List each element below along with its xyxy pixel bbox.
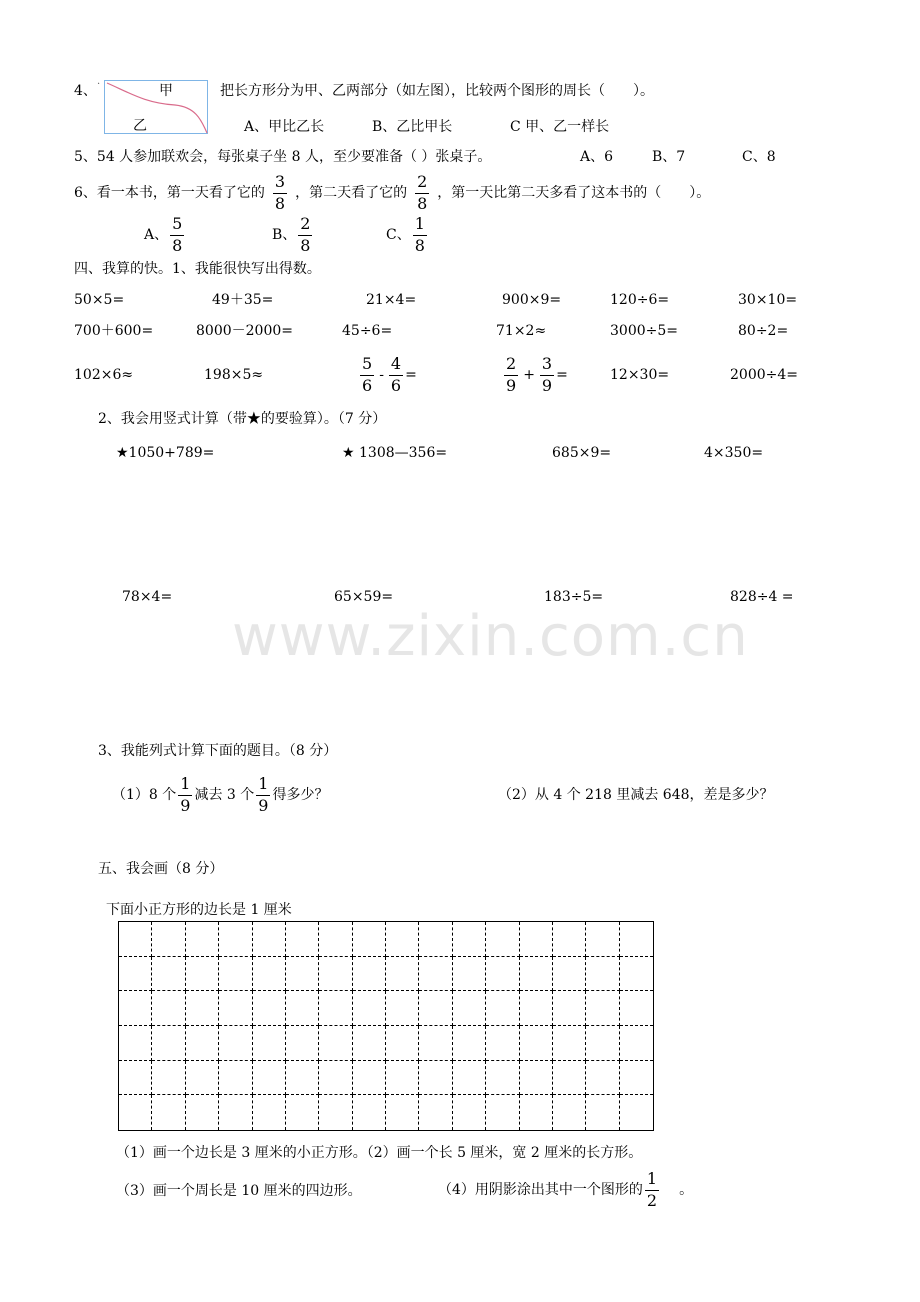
fraction-option-c — [413, 213, 427, 255]
grid-cell[interactable] — [286, 991, 319, 1026]
grid-intro: 下面小正方形的边长是 1 厘米 — [106, 902, 292, 918]
mental-math-item: 198×5≈ — [204, 367, 264, 383]
fraction-denominator: 9 — [506, 375, 517, 395]
grid-cell[interactable] — [620, 1095, 653, 1130]
grid-cell[interactable] — [186, 1026, 219, 1061]
drawing-task-3: （3）画一个周长是 10 厘米的四边形。 — [116, 1183, 362, 1199]
option-label: A、 — [144, 227, 169, 243]
watermark: www.zixin.com.cn — [232, 604, 749, 669]
mental-math-item: 12×30= — [610, 367, 670, 383]
q6-suffix: ，第一天比第二天多看了这本书的（ ）。 — [437, 185, 711, 201]
task-text: （4）用阴影涂出其中一个图形的 — [438, 1182, 643, 1198]
fraction-numerator: 3 — [273, 174, 287, 194]
q5-option-c: C、8 — [742, 149, 776, 165]
grid-cell[interactable] — [553, 1095, 586, 1130]
mental-math-item: 21×4= — [366, 292, 417, 308]
q6-option-c — [386, 214, 429, 256]
word-problem-2: （2）从 4 个 218 里减去 648，差是多少？ — [498, 787, 774, 803]
mental-math-item: 80÷2= — [738, 323, 789, 339]
grid-cell[interactable] — [319, 1026, 352, 1061]
grid-cell[interactable] — [353, 957, 386, 992]
mental-math-item: 2000÷4= — [730, 367, 798, 383]
grid-cell[interactable] — [419, 922, 452, 957]
rectangle-figure — [104, 80, 208, 134]
grid-cell[interactable] — [620, 957, 653, 992]
grid-cell[interactable] — [520, 957, 553, 992]
grid-cell[interactable] — [486, 1061, 519, 1096]
mental-math-item: 50×5= — [74, 292, 125, 308]
vertical-calc-item: ★ 1308—356= — [342, 445, 448, 461]
grid-cell[interactable] — [486, 922, 519, 957]
grid-cell[interactable] — [253, 1095, 286, 1130]
vertical-calc-title: 2、我会用竖式计算（带★的要验算）。（7 分） — [98, 411, 387, 427]
fraction-one-half — [645, 1168, 659, 1210]
grid-cell[interactable] — [386, 957, 419, 992]
vertical-calc-item: ★1050+789= — [116, 445, 215, 461]
grid-cell[interactable] — [119, 991, 152, 1026]
option-label: B、 — [272, 227, 297, 243]
q4-option-a: A、甲比乙长 — [244, 119, 325, 135]
grid-cell[interactable] — [253, 1061, 286, 1096]
vertical-calc-item: 65×59= — [334, 589, 394, 605]
grid-cell[interactable] — [353, 1061, 386, 1096]
grid-cell[interactable] — [119, 1061, 152, 1096]
grid-cell[interactable] — [319, 991, 352, 1026]
mental-math-item: 45÷6= — [342, 323, 393, 339]
mental-math-item: 900×9= — [502, 292, 562, 308]
vertical-calc-item: 183÷5= — [544, 589, 604, 605]
grid-cell[interactable] — [319, 1095, 352, 1130]
problem-text: 得多少？ — [272, 787, 329, 803]
grid-cell[interactable] — [419, 1061, 452, 1096]
grid-cell[interactable] — [620, 991, 653, 1026]
fraction-option-a — [170, 213, 184, 255]
q6-option-a — [144, 214, 186, 256]
q6-question — [74, 170, 710, 216]
grid-cell[interactable] — [419, 991, 452, 1026]
grid-cell[interactable] — [119, 922, 152, 957]
grid-cell[interactable] — [152, 957, 185, 992]
grid-cell[interactable] — [553, 1061, 586, 1096]
vertical-calc-item: 78×4= — [122, 589, 173, 605]
fraction — [540, 353, 554, 395]
grid-cell[interactable] — [520, 922, 553, 957]
grid-cell[interactable] — [286, 1026, 319, 1061]
grid-cell[interactable] — [219, 922, 252, 957]
word-problem-1 — [112, 772, 328, 818]
fraction-denominator: 8 — [417, 193, 428, 213]
q4-number: 4、 — [74, 83, 97, 99]
grid-cell[interactable] — [152, 922, 185, 957]
section-5-title: 五、我会画（8 分） — [98, 861, 224, 877]
fraction-3-8 — [273, 171, 287, 213]
grid-cell[interactable] — [520, 1061, 553, 1096]
mental-math-item: 3000÷5= — [610, 323, 678, 339]
grid-cell[interactable] — [319, 922, 352, 957]
grid-cell[interactable] — [253, 922, 286, 957]
q4-dot: · — [97, 79, 101, 90]
figure-label-jia: 甲 — [159, 83, 173, 99]
fraction-subtraction — [358, 352, 417, 398]
fraction-numerator: 1 — [256, 776, 270, 796]
grid-cell[interactable] — [453, 1095, 486, 1130]
drawing-grid[interactable] — [118, 921, 654, 1131]
drawing-task-1-2: （1）画一个边长是 3 厘米的小正方形。（2）画一个长 5 厘米，宽 2 厘米的长方形。 — [116, 1145, 643, 1161]
grid-cell[interactable] — [453, 1061, 486, 1096]
grid-cell[interactable] — [219, 1095, 252, 1130]
vertical-calc-item: 4×350= — [704, 445, 764, 461]
fraction-denominator: 6 — [390, 375, 402, 395]
fraction-2-8 — [415, 171, 429, 213]
fraction — [256, 773, 270, 815]
grid-cell[interactable] — [353, 1026, 386, 1061]
task-end: 。 — [679, 1182, 694, 1198]
fraction-denominator: 8 — [172, 235, 183, 255]
fraction-numerator: 2 — [298, 216, 312, 236]
fraction-denominator: 8 — [274, 193, 286, 213]
q4-option-c: C 甲、乙一样长 — [510, 119, 610, 135]
grid-cell[interactable] — [486, 957, 519, 992]
grid-cell[interactable] — [386, 922, 419, 957]
grid-cell[interactable] — [620, 1061, 653, 1096]
fraction-numerator: 1 — [413, 216, 427, 236]
grid-cell[interactable] — [553, 922, 586, 957]
grid-cell[interactable] — [286, 922, 319, 957]
fraction-numerator: 5 — [170, 216, 184, 236]
fraction-denominator: 8 — [414, 235, 425, 255]
fraction-option-b — [298, 213, 312, 255]
fraction — [178, 773, 192, 815]
grid-cell[interactable] — [419, 1026, 452, 1061]
grid-cell[interactable] — [152, 1061, 185, 1096]
equals: = — [405, 367, 417, 383]
grid-cell[interactable] — [620, 1026, 653, 1061]
grid-cell[interactable] — [219, 1026, 252, 1061]
vertical-calc-item: 685×9= — [552, 445, 612, 461]
mental-math-item: 700＋600= — [74, 323, 154, 339]
grid-cell[interactable] — [253, 991, 286, 1026]
q6-option-b — [272, 214, 314, 256]
fraction — [389, 353, 403, 395]
fraction — [504, 353, 518, 395]
option-label: C、 — [386, 227, 411, 243]
fraction-numerator: 2 — [504, 356, 518, 376]
q5-option-b: B、7 — [652, 149, 686, 165]
grid-cell[interactable] — [152, 991, 185, 1026]
grid-cell[interactable] — [553, 1026, 586, 1061]
fraction-numerator: 1 — [178, 776, 192, 796]
operator: - — [379, 367, 384, 383]
grid-cell[interactable] — [520, 1095, 553, 1130]
grid-cell[interactable] — [186, 991, 219, 1026]
grid-cell[interactable] — [386, 1026, 419, 1061]
grid-cell[interactable] — [353, 1095, 386, 1130]
grid-cell[interactable] — [253, 1026, 286, 1061]
curve-divider — [105, 81, 209, 135]
fraction-denominator: 9 — [541, 375, 553, 395]
grid-cell[interactable] — [553, 957, 586, 992]
grid-cell[interactable] — [286, 1061, 319, 1096]
grid-cell[interactable] — [586, 957, 619, 992]
mental-math-item: 120÷6= — [610, 292, 670, 308]
problem-text: 减去 3 个 — [194, 787, 255, 803]
q6-prefix: 6、看一本书，第一天看了它的 — [74, 185, 265, 201]
vertical-calc-item: 828÷4 = — [730, 589, 794, 605]
fraction-denominator: 9 — [258, 795, 269, 815]
grid-cell[interactable] — [286, 1095, 319, 1130]
grid-cell[interactable] — [186, 922, 219, 957]
grid-cell[interactable] — [586, 991, 619, 1026]
grid-cell[interactable] — [152, 1095, 185, 1130]
grid-cell[interactable] — [586, 1095, 619, 1130]
fraction-numerator: 1 — [645, 1171, 659, 1191]
mental-math-item: 102×6≈ — [74, 367, 134, 383]
grid-cell[interactable] — [353, 922, 386, 957]
grid-cell[interactable] — [186, 957, 219, 992]
grid-cell[interactable] — [620, 922, 653, 957]
fraction-denominator: 6 — [362, 375, 373, 395]
q4-question: 把长方形分为甲、乙两部分（如左图），比较两个图形的周长（ ）。 — [220, 83, 654, 99]
fraction-denominator: 9 — [180, 795, 191, 815]
grid-cell[interactable] — [119, 1026, 152, 1061]
q5-question: 5、54 人参加联欢会，每张桌子坐 8 人，至少要准备（ ）张桌子。 — [74, 149, 492, 165]
grid-cell[interactable] — [453, 957, 486, 992]
grid-cell[interactable] — [453, 1026, 486, 1061]
grid-cell[interactable] — [386, 991, 419, 1026]
fraction-numerator: 3 — [540, 356, 554, 376]
mental-math-item: 8000－2000= — [196, 323, 293, 339]
grid-cell[interactable] — [586, 1026, 619, 1061]
drawing-task-4 — [438, 1166, 693, 1214]
grid-cell[interactable] — [486, 1026, 519, 1061]
grid-cell[interactable] — [119, 1095, 152, 1130]
fraction-addition — [502, 352, 568, 398]
grid-cell[interactable] — [453, 922, 486, 957]
problem-text: （1）8 个 — [112, 787, 177, 803]
q4-option-b: B、乙比甲长 — [372, 119, 453, 135]
grid-cell[interactable] — [219, 1061, 252, 1096]
fraction-numerator: 2 — [415, 174, 429, 194]
grid-cell[interactable] — [520, 991, 553, 1026]
figure-label-yi: 乙 — [133, 118, 147, 134]
grid-cell[interactable] — [520, 1026, 553, 1061]
grid-cell[interactable] — [419, 957, 452, 992]
section-4-title: 四、我算的快。1、我能很快写出得数。 — [74, 261, 321, 277]
mental-math-item: 49＋35= — [212, 292, 274, 308]
fraction-denominator: 2 — [646, 1190, 658, 1210]
grid-cell[interactable] — [219, 957, 252, 992]
grid-cell[interactable] — [353, 991, 386, 1026]
grid-cell[interactable] — [286, 957, 319, 992]
mental-math-item: 71×2≈ — [496, 323, 547, 339]
fraction-denominator: 8 — [300, 235, 311, 255]
grid-cell[interactable] — [486, 991, 519, 1026]
mental-math-item: 30×10= — [738, 292, 798, 308]
grid-cell[interactable] — [319, 1061, 352, 1096]
operator: + — [523, 367, 535, 383]
fraction — [360, 353, 374, 395]
word-problem-title: 3、我能列式计算下面的题目。（8 分） — [98, 743, 338, 759]
grid-cell[interactable] — [319, 957, 352, 992]
grid-cell[interactable] — [586, 1061, 619, 1096]
equals: = — [556, 367, 568, 383]
grid-cell[interactable] — [253, 957, 286, 992]
fraction-numerator: 4 — [389, 356, 403, 376]
grid-cell[interactable] — [186, 1061, 219, 1096]
grid-cell[interactable] — [486, 1095, 519, 1130]
fraction-numerator: 5 — [360, 356, 374, 376]
grid-cell[interactable] — [186, 1095, 219, 1130]
grid-cell[interactable] — [152, 1026, 185, 1061]
grid-cell[interactable] — [553, 991, 586, 1026]
grid-cell[interactable] — [219, 991, 252, 1026]
grid-cell[interactable] — [586, 922, 619, 957]
grid-cell[interactable] — [386, 1095, 419, 1130]
q6-mid: ，第二天看了它的 — [295, 185, 408, 201]
grid-cell[interactable] — [386, 1061, 419, 1096]
grid-cell[interactable] — [119, 957, 152, 992]
grid-cell[interactable] — [453, 991, 486, 1026]
q5-option-a: A、6 — [580, 149, 614, 165]
grid-cell[interactable] — [419, 1095, 452, 1130]
